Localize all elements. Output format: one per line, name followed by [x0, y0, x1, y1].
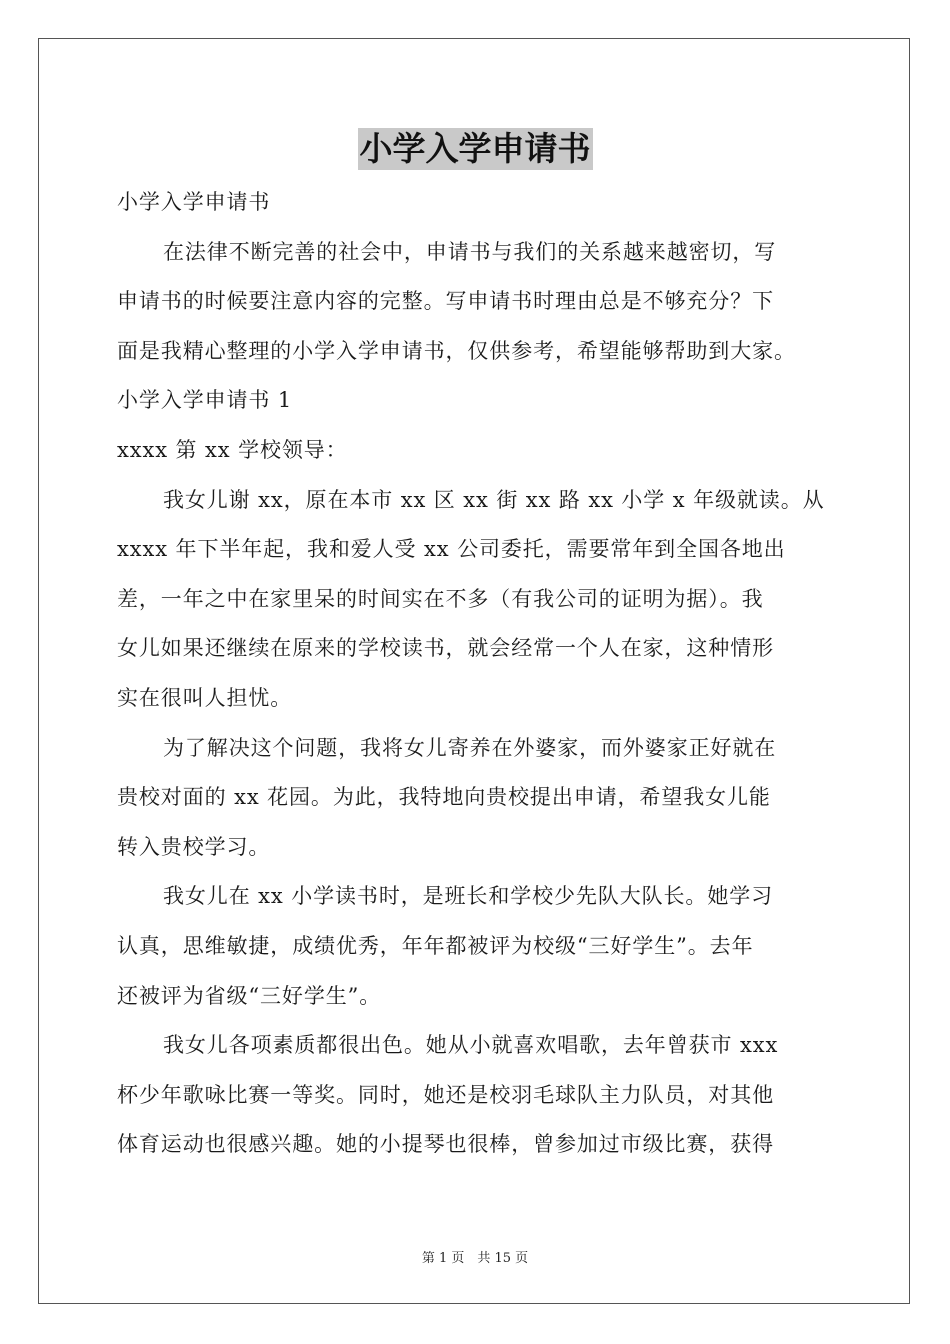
text-line: xxxx 年下半年起，我和爱人受 xx 公司委托，需要常年到全国各地出 [117, 537, 786, 562]
text-line: 我女儿各项素质都很出色。她从小就喜欢唱歌，去年曾获市 xxx [163, 1033, 779, 1058]
text-line: 认真，思维敏捷，成绩优秀，年年都被评为校级“三好学生”。去年 [117, 933, 754, 958]
text-line: 还被评为省级“三好学生”。 [117, 983, 382, 1008]
text-line: 申请书的时候要注意内容的完整。写申请书时理由总是不够充分？下 [117, 289, 774, 314]
text-line: 实在很叫人担忧。 [117, 685, 293, 710]
text-line: 我女儿在 xx 小学读书时，是班长和学校少先队大队长。她学习 [163, 884, 774, 909]
text-line: 我女儿谢 xx，原在本市 xx 区 xx 街 xx 路 xx 小学 x 年级就读。从 [163, 487, 825, 512]
document-title: 小学入学申请书 [359, 129, 591, 168]
text-line: 体育运动也很感兴趣。她的小提琴也很棒，曾参加过市级比赛，获得 [117, 1132, 774, 1157]
text-line: 在法律不断完善的社会中，申请书与我们的关系越来越密切，写 [163, 239, 777, 264]
text-line: 差，一年之中在家里呆的时间实在不多（有我公司的证明为据）。我 [117, 586, 764, 611]
text-line: 为了解决这个问题，我将女儿寄养在外婆家，而外婆家正好就在 [163, 735, 777, 760]
text-line: 杯少年歌咏比赛一等奖。同时，她还是校羽毛球队主力队员，对其他 [117, 1082, 774, 1107]
text-line: 贵校对面的 xx 花园。为此，我特地向贵校提出申请，希望我女儿能 [117, 785, 771, 810]
text-line: 面是我精心整理的小学入学申请书，仅供参考，希望能够帮助到大家。 [117, 338, 796, 363]
text-line: 转入贵校学习。 [117, 834, 271, 859]
page-footer: 第 1 页 共 15 页 [421, 1251, 529, 1266]
text-line: xxxx 第 xx 学校领导： [117, 437, 348, 462]
title-container [0, 128, 950, 170]
text-line: 小学入学申请书 [117, 190, 271, 214]
text-line: 女儿如果还继续在原来的学校读书，就会经常一个人在家，这种情形 [117, 636, 774, 661]
document-body [117, 178, 841, 1170]
text-line: 小学入学申请书 1 [117, 388, 293, 413]
